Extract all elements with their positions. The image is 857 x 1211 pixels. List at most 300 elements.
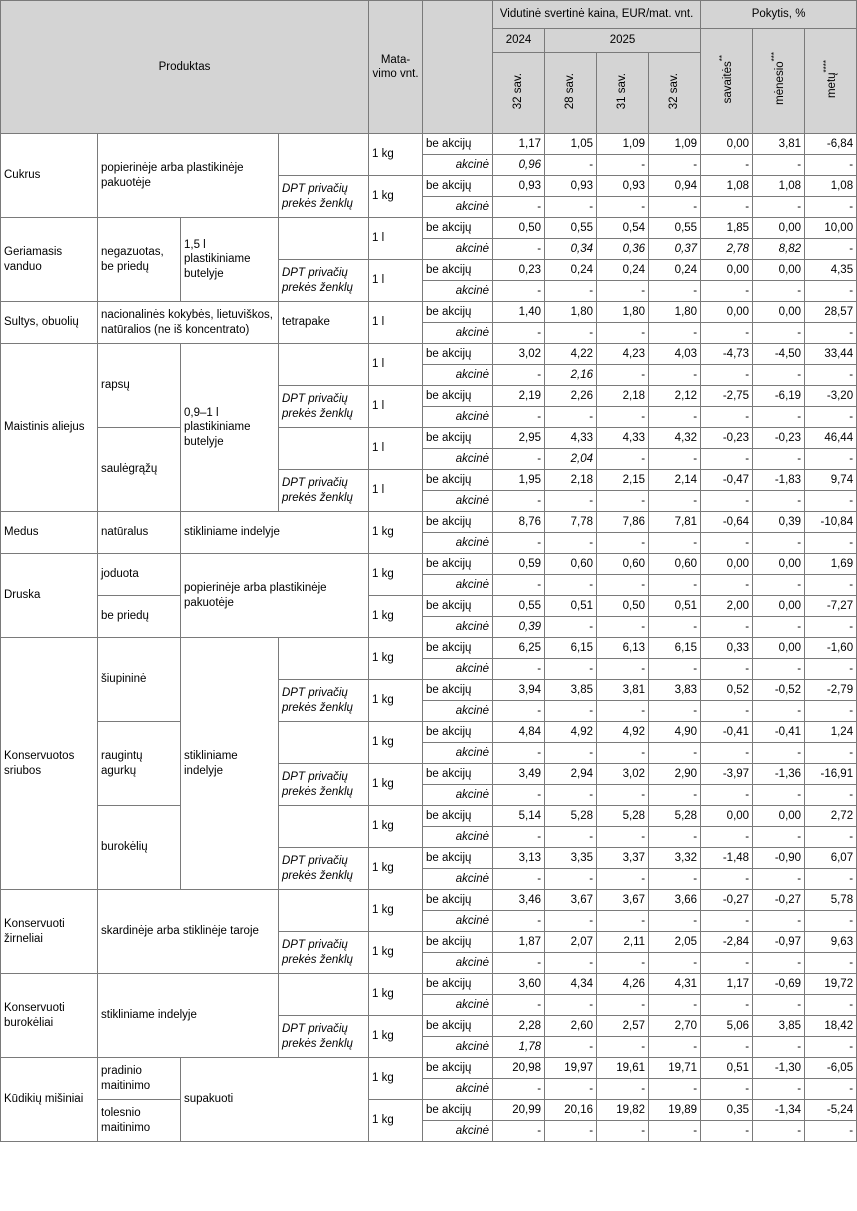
table-cell: - bbox=[493, 197, 545, 218]
table-cell: -3,20 bbox=[805, 386, 857, 407]
table-cell: - bbox=[805, 281, 857, 302]
table-cell: 4,92 bbox=[545, 722, 597, 743]
table-cell: - bbox=[753, 785, 805, 806]
header-year-2025: 2025 bbox=[545, 29, 701, 53]
table-cell: - bbox=[649, 1121, 701, 1142]
table-cell: 0,00 bbox=[701, 260, 753, 281]
table-cell bbox=[279, 974, 369, 1016]
header-year-2024: 2024 bbox=[493, 29, 545, 53]
table-cell: akcinė bbox=[423, 197, 493, 218]
table-cell: - bbox=[805, 1121, 857, 1142]
table-cell: 9,74 bbox=[805, 470, 857, 491]
table-cell: 0,60 bbox=[649, 554, 701, 575]
table-cell: - bbox=[701, 995, 753, 1016]
table-cell: - bbox=[805, 323, 857, 344]
table-cell: 1 l bbox=[369, 260, 423, 302]
table-cell: 1 kg bbox=[369, 848, 423, 890]
table-cell: DPT privačių prekės ženklų bbox=[279, 848, 369, 890]
table-cell: 3,67 bbox=[597, 890, 649, 911]
table-cell: 2,26 bbox=[545, 386, 597, 407]
table-cell: 1,80 bbox=[545, 302, 597, 323]
table-cell: - bbox=[597, 491, 649, 512]
table-cell: -4,50 bbox=[753, 344, 805, 365]
table-cell: - bbox=[493, 323, 545, 344]
table-cell: akcinė bbox=[423, 365, 493, 386]
table-cell: akcinė bbox=[423, 533, 493, 554]
table-cell: 3,67 bbox=[545, 890, 597, 911]
table-cell: 2,18 bbox=[545, 470, 597, 491]
table-cell: - bbox=[805, 827, 857, 848]
table-cell: be akcijų bbox=[423, 512, 493, 533]
table-cell: - bbox=[597, 953, 649, 974]
table-cell: 0,39 bbox=[753, 512, 805, 533]
table-row bbox=[1, 218, 857, 239]
table-cell: - bbox=[753, 1079, 805, 1100]
table-cell: - bbox=[493, 1121, 545, 1142]
table-cell: - bbox=[753, 827, 805, 848]
table-cell: stikliniame indelyje bbox=[181, 638, 279, 890]
table-cell: - bbox=[649, 197, 701, 218]
table-cell: - bbox=[649, 869, 701, 890]
table-cell: šiupininė bbox=[98, 638, 181, 722]
table-cell: - bbox=[597, 449, 649, 470]
table-header bbox=[1, 1, 857, 134]
table-cell: 0,55 bbox=[493, 596, 545, 617]
table-cell: - bbox=[753, 617, 805, 638]
table-cell: 3,32 bbox=[649, 848, 701, 869]
table-cell: - bbox=[805, 533, 857, 554]
table-cell: - bbox=[649, 785, 701, 806]
table-cell: DPT privačių prekės ženklų bbox=[279, 470, 369, 512]
table-cell: 3,02 bbox=[493, 344, 545, 365]
table-cell: - bbox=[493, 869, 545, 890]
table-cell: - bbox=[701, 701, 753, 722]
table-cell: - bbox=[649, 323, 701, 344]
table-cell: Maistinis aliejus bbox=[1, 344, 98, 512]
table-cell: 0,33 bbox=[701, 638, 753, 659]
table-cell: 3,66 bbox=[649, 890, 701, 911]
table-cell: 1,08 bbox=[701, 176, 753, 197]
table-cell: - bbox=[649, 743, 701, 764]
table-cell: - bbox=[753, 407, 805, 428]
table-cell: be akcijų bbox=[423, 386, 493, 407]
table-cell: 4,32 bbox=[649, 428, 701, 449]
table-cell: negazuotas, be priedų bbox=[98, 218, 181, 302]
table-cell: be akcijų bbox=[423, 218, 493, 239]
table-cell: -0,97 bbox=[753, 932, 805, 953]
table-cell: -0,52 bbox=[753, 680, 805, 701]
table-cell: - bbox=[597, 533, 649, 554]
table-cell: 20,16 bbox=[545, 1100, 597, 1121]
table-cell: 1 l bbox=[369, 428, 423, 470]
table-cell: -7,27 bbox=[805, 596, 857, 617]
table-cell: -0,27 bbox=[753, 890, 805, 911]
table-cell: - bbox=[545, 995, 597, 1016]
table-cell: - bbox=[597, 827, 649, 848]
table-cell: 0,50 bbox=[597, 596, 649, 617]
table-cell: - bbox=[701, 491, 753, 512]
table-cell: - bbox=[701, 827, 753, 848]
table-cell: 1 kg bbox=[369, 722, 423, 764]
table-cell: - bbox=[701, 911, 753, 932]
table-cell: 3,37 bbox=[597, 848, 649, 869]
table-cell: -0,41 bbox=[753, 722, 805, 743]
table-cell: - bbox=[753, 701, 805, 722]
table-cell: 4,92 bbox=[597, 722, 649, 743]
table-cell: -16,91 bbox=[805, 764, 857, 785]
table-cell bbox=[279, 890, 369, 932]
table-cell: 0,34 bbox=[545, 239, 597, 260]
table-cell: 0,94 bbox=[649, 176, 701, 197]
table-cell: 1 kg bbox=[369, 1016, 423, 1058]
table-cell: akcinė bbox=[423, 491, 493, 512]
header-empty bbox=[423, 1, 493, 134]
table-cell: 3,02 bbox=[597, 764, 649, 785]
table-cell: be akcijų bbox=[423, 806, 493, 827]
table-cell: -2,79 bbox=[805, 680, 857, 701]
table-cell: 1 l bbox=[369, 470, 423, 512]
table-cell: be akcijų bbox=[423, 176, 493, 197]
table-cell: - bbox=[701, 785, 753, 806]
table-cell: -10,84 bbox=[805, 512, 857, 533]
table-cell: - bbox=[545, 491, 597, 512]
table-cell: 4,84 bbox=[493, 722, 545, 743]
table-cell: - bbox=[701, 1079, 753, 1100]
table-cell: 2,95 bbox=[493, 428, 545, 449]
table-cell: 6,15 bbox=[545, 638, 597, 659]
table-cell: - bbox=[805, 407, 857, 428]
table-cell: 1 l bbox=[369, 344, 423, 386]
table-cell: - bbox=[545, 617, 597, 638]
table-cell: 1,17 bbox=[493, 134, 545, 155]
table-cell bbox=[279, 806, 369, 848]
table-cell: 2,72 bbox=[805, 806, 857, 827]
table-cell: 1 kg bbox=[369, 596, 423, 638]
table-cell: 0,60 bbox=[545, 554, 597, 575]
table-cell: akcinė bbox=[423, 701, 493, 722]
table-cell: Konservuoti burokėliai bbox=[1, 974, 98, 1058]
table-cell: - bbox=[597, 281, 649, 302]
table-cell: 19,82 bbox=[597, 1100, 649, 1121]
table-cell: be akcijų bbox=[423, 848, 493, 869]
table-cell: 0,00 bbox=[753, 302, 805, 323]
table-cell: 6,07 bbox=[805, 848, 857, 869]
table-cell: 0,54 bbox=[597, 218, 649, 239]
table-cell: 1,80 bbox=[597, 302, 649, 323]
table-cell: 7,86 bbox=[597, 512, 649, 533]
table-cell: - bbox=[701, 575, 753, 596]
table-cell: - bbox=[493, 785, 545, 806]
table-cell: -6,84 bbox=[805, 134, 857, 155]
table-cell: 2,70 bbox=[649, 1016, 701, 1037]
table-cell: 4,23 bbox=[597, 344, 649, 365]
table-cell: 20,98 bbox=[493, 1058, 545, 1079]
table-cell: - bbox=[753, 533, 805, 554]
header-metu: metų**** bbox=[805, 29, 857, 134]
table-cell: 1 l bbox=[369, 386, 423, 428]
table-cell: 2,28 bbox=[493, 1016, 545, 1037]
table-cell: 2,90 bbox=[649, 764, 701, 785]
table-cell: Konservuoti žirneliai bbox=[1, 890, 98, 974]
table-cell: akcinė bbox=[423, 1079, 493, 1100]
table-cell: saulėgrąžų bbox=[98, 428, 181, 512]
table-cell: be akcijų bbox=[423, 974, 493, 995]
table-cell: 0,00 bbox=[753, 260, 805, 281]
table-cell: - bbox=[805, 911, 857, 932]
table-row bbox=[1, 890, 857, 911]
table-cell: - bbox=[701, 533, 753, 554]
table-cell: - bbox=[597, 407, 649, 428]
table-cell: - bbox=[649, 1037, 701, 1058]
table-cell: Sultys, obuolių bbox=[1, 302, 98, 344]
table-cell: -5,24 bbox=[805, 1100, 857, 1121]
table-cell: 3,46 bbox=[493, 890, 545, 911]
table-cell: - bbox=[597, 995, 649, 1016]
table-cell: - bbox=[805, 491, 857, 512]
table-cell: - bbox=[805, 239, 857, 260]
table-cell: - bbox=[649, 449, 701, 470]
table-cell: - bbox=[649, 533, 701, 554]
header-produktas: Produktas bbox=[1, 1, 369, 134]
table-cell: 0,39 bbox=[493, 617, 545, 638]
table-cell: 1,69 bbox=[805, 554, 857, 575]
table-cell: skardinėje arba stiklinėje taroje bbox=[98, 890, 279, 974]
table-cell: Kūdikių mišiniai bbox=[1, 1058, 98, 1142]
table-cell: -2,84 bbox=[701, 932, 753, 953]
table-cell: - bbox=[493, 281, 545, 302]
table-cell: be akcijų bbox=[423, 596, 493, 617]
table-cell: - bbox=[805, 995, 857, 1016]
header-week-32-2025: 32 sav. bbox=[649, 53, 701, 134]
table-cell: -4,73 bbox=[701, 344, 753, 365]
table-cell: - bbox=[701, 281, 753, 302]
table-cell: akcinė bbox=[423, 1121, 493, 1142]
table-cell: 2,15 bbox=[597, 470, 649, 491]
table-cell: 1 kg bbox=[369, 176, 423, 218]
table-cell: be akcijų bbox=[423, 302, 493, 323]
table-cell: 1 kg bbox=[369, 806, 423, 848]
table-cell: 18,42 bbox=[805, 1016, 857, 1037]
table-cell: 5,28 bbox=[649, 806, 701, 827]
table-cell: 1,80 bbox=[649, 302, 701, 323]
table-cell: - bbox=[805, 1079, 857, 1100]
table-cell: 1 kg bbox=[369, 1058, 423, 1100]
table-cell: - bbox=[805, 575, 857, 596]
table-cell: - bbox=[649, 155, 701, 176]
table-cell: Druska bbox=[1, 554, 98, 638]
table-cell: - bbox=[805, 743, 857, 764]
table-cell: 1,40 bbox=[493, 302, 545, 323]
table-cell: akcinė bbox=[423, 281, 493, 302]
table-cell: akcinė bbox=[423, 155, 493, 176]
table-cell: nacionalinės kokybės, lietuviškos, natūralios (ne iš koncentrato) bbox=[98, 302, 279, 344]
table-cell: - bbox=[493, 827, 545, 848]
table-cell bbox=[279, 722, 369, 764]
table-cell: 1,09 bbox=[597, 134, 649, 155]
table-cell: akcinė bbox=[423, 911, 493, 932]
table-cell: - bbox=[701, 953, 753, 974]
table-cell: 1 kg bbox=[369, 512, 423, 554]
table-cell: 3,85 bbox=[753, 1016, 805, 1037]
table-cell: 0,00 bbox=[753, 638, 805, 659]
table-cell: DPT privačių prekės ženklų bbox=[279, 1016, 369, 1058]
table-cell: 1 kg bbox=[369, 638, 423, 680]
table-cell: akcinė bbox=[423, 407, 493, 428]
table-cell: - bbox=[753, 1121, 805, 1142]
table-cell: - bbox=[753, 281, 805, 302]
table-cell: -0,90 bbox=[753, 848, 805, 869]
table-cell: 4,33 bbox=[545, 428, 597, 449]
table-cell: -6,19 bbox=[753, 386, 805, 407]
table-cell: 0,24 bbox=[649, 260, 701, 281]
table-cell: 5,78 bbox=[805, 890, 857, 911]
table-cell: 4,90 bbox=[649, 722, 701, 743]
table-cell: - bbox=[493, 239, 545, 260]
table-cell: 46,44 bbox=[805, 428, 857, 449]
table-cell: - bbox=[649, 659, 701, 680]
table-cell: - bbox=[649, 575, 701, 596]
table-cell: 2,07 bbox=[545, 932, 597, 953]
header-menesio: mėnesio*** bbox=[753, 29, 805, 134]
table-cell: - bbox=[597, 869, 649, 890]
table-cell: 0,00 bbox=[753, 596, 805, 617]
table-cell: 1 kg bbox=[369, 680, 423, 722]
table-cell: 2,04 bbox=[545, 449, 597, 470]
table-cell: - bbox=[493, 659, 545, 680]
table-cell: 1,24 bbox=[805, 722, 857, 743]
table-cell: - bbox=[493, 575, 545, 596]
table-cell: - bbox=[753, 995, 805, 1016]
table-cell: - bbox=[649, 701, 701, 722]
table-cell: - bbox=[701, 155, 753, 176]
table-cell: -1,60 bbox=[805, 638, 857, 659]
table-cell: - bbox=[753, 575, 805, 596]
table-cell: - bbox=[545, 1079, 597, 1100]
table-cell: 0,96 bbox=[493, 155, 545, 176]
table-cell: 7,81 bbox=[649, 512, 701, 533]
table-cell: DPT privačių prekės ženklų bbox=[279, 176, 369, 218]
table-cell: 0,00 bbox=[701, 134, 753, 155]
table-cell: be akcijų bbox=[423, 932, 493, 953]
table-cell: 5,28 bbox=[545, 806, 597, 827]
header-matavimo: Mata-vimo vnt. bbox=[369, 1, 423, 134]
table-cell: Cukrus bbox=[1, 134, 98, 218]
table-row bbox=[1, 596, 857, 617]
table-cell: 0,59 bbox=[493, 554, 545, 575]
table-cell: Medus bbox=[1, 512, 98, 554]
table-cell: - bbox=[597, 1079, 649, 1100]
table-cell: - bbox=[545, 785, 597, 806]
table-cell: 2,57 bbox=[597, 1016, 649, 1037]
table-cell: - bbox=[805, 659, 857, 680]
table-cell: 4,26 bbox=[597, 974, 649, 995]
table-cell: -1,34 bbox=[753, 1100, 805, 1121]
table-cell: 0,52 bbox=[701, 680, 753, 701]
table-cell: -1,83 bbox=[753, 470, 805, 491]
table-cell: popierinėje arba plastikinėje pakuotėje bbox=[98, 134, 279, 218]
table-cell: 0,93 bbox=[545, 176, 597, 197]
table-cell: - bbox=[597, 743, 649, 764]
table-cell: - bbox=[753, 365, 805, 386]
table-cell: be akcijų bbox=[423, 1100, 493, 1121]
table-cell: 3,81 bbox=[597, 680, 649, 701]
table-cell: - bbox=[753, 449, 805, 470]
table-cell: 1 kg bbox=[369, 134, 423, 176]
table-body bbox=[1, 134, 857, 1142]
table-cell: - bbox=[753, 491, 805, 512]
table-cell: 0,9–1 l plastikiniame butelyje bbox=[181, 344, 279, 512]
table-cell: - bbox=[753, 659, 805, 680]
table-cell: - bbox=[597, 659, 649, 680]
table-cell: - bbox=[649, 911, 701, 932]
table-cell: 19,97 bbox=[545, 1058, 597, 1079]
table-cell: -0,27 bbox=[701, 890, 753, 911]
table-cell: supakuoti bbox=[181, 1058, 369, 1142]
table-cell: -0,69 bbox=[753, 974, 805, 995]
table-cell: - bbox=[597, 155, 649, 176]
table-cell: stikliniame indelyje bbox=[98, 974, 279, 1058]
header-kaina: Vidutinė svertinė kaina, EUR/mat. vnt. bbox=[493, 1, 701, 29]
table-cell: - bbox=[545, 911, 597, 932]
table-cell: be akcijų bbox=[423, 554, 493, 575]
table-cell: 4,03 bbox=[649, 344, 701, 365]
table-cell: 0,55 bbox=[545, 218, 597, 239]
table-cell: 0,55 bbox=[649, 218, 701, 239]
table-cell: - bbox=[597, 365, 649, 386]
table-cell: 0,51 bbox=[649, 596, 701, 617]
table-cell: - bbox=[597, 575, 649, 596]
table-cell: - bbox=[597, 617, 649, 638]
table-cell: 5,14 bbox=[493, 806, 545, 827]
table-cell: 4,34 bbox=[545, 974, 597, 995]
table-cell: - bbox=[649, 1079, 701, 1100]
table-cell bbox=[279, 218, 369, 260]
table-cell: - bbox=[805, 869, 857, 890]
table-cell: - bbox=[493, 449, 545, 470]
table-cell: - bbox=[493, 1079, 545, 1100]
table-cell: - bbox=[597, 911, 649, 932]
table-cell: DPT privačių prekės ženklų bbox=[279, 680, 369, 722]
table-cell: 0,60 bbox=[597, 554, 649, 575]
header-week-28: 28 sav. bbox=[545, 53, 597, 134]
table-cell: - bbox=[597, 1037, 649, 1058]
table-cell: 6,15 bbox=[649, 638, 701, 659]
table-cell: be akcijų bbox=[423, 638, 493, 659]
table-cell: Geriamasis vanduo bbox=[1, 218, 98, 302]
table-cell: - bbox=[649, 953, 701, 974]
table-row bbox=[1, 554, 857, 575]
table-cell: 2,18 bbox=[597, 386, 649, 407]
table-cell: be akcijų bbox=[423, 344, 493, 365]
table-cell: 3,35 bbox=[545, 848, 597, 869]
table-cell: 3,94 bbox=[493, 680, 545, 701]
table-cell: 0,24 bbox=[597, 260, 649, 281]
table-cell: - bbox=[701, 617, 753, 638]
table-cell: - bbox=[597, 785, 649, 806]
table-cell: - bbox=[805, 1037, 857, 1058]
table-cell: 2,05 bbox=[649, 932, 701, 953]
table-cell: 3,49 bbox=[493, 764, 545, 785]
table-cell: 0,00 bbox=[701, 806, 753, 827]
table-cell: 0,00 bbox=[753, 218, 805, 239]
table-cell: 0,51 bbox=[545, 596, 597, 617]
table-cell: popierinėje arba plastikinėje pakuotėje bbox=[181, 554, 369, 638]
table-cell: 0,00 bbox=[701, 302, 753, 323]
table-cell: - bbox=[493, 911, 545, 932]
table-cell: 2,19 bbox=[493, 386, 545, 407]
table-cell: 7,78 bbox=[545, 512, 597, 533]
table-cell: - bbox=[805, 785, 857, 806]
